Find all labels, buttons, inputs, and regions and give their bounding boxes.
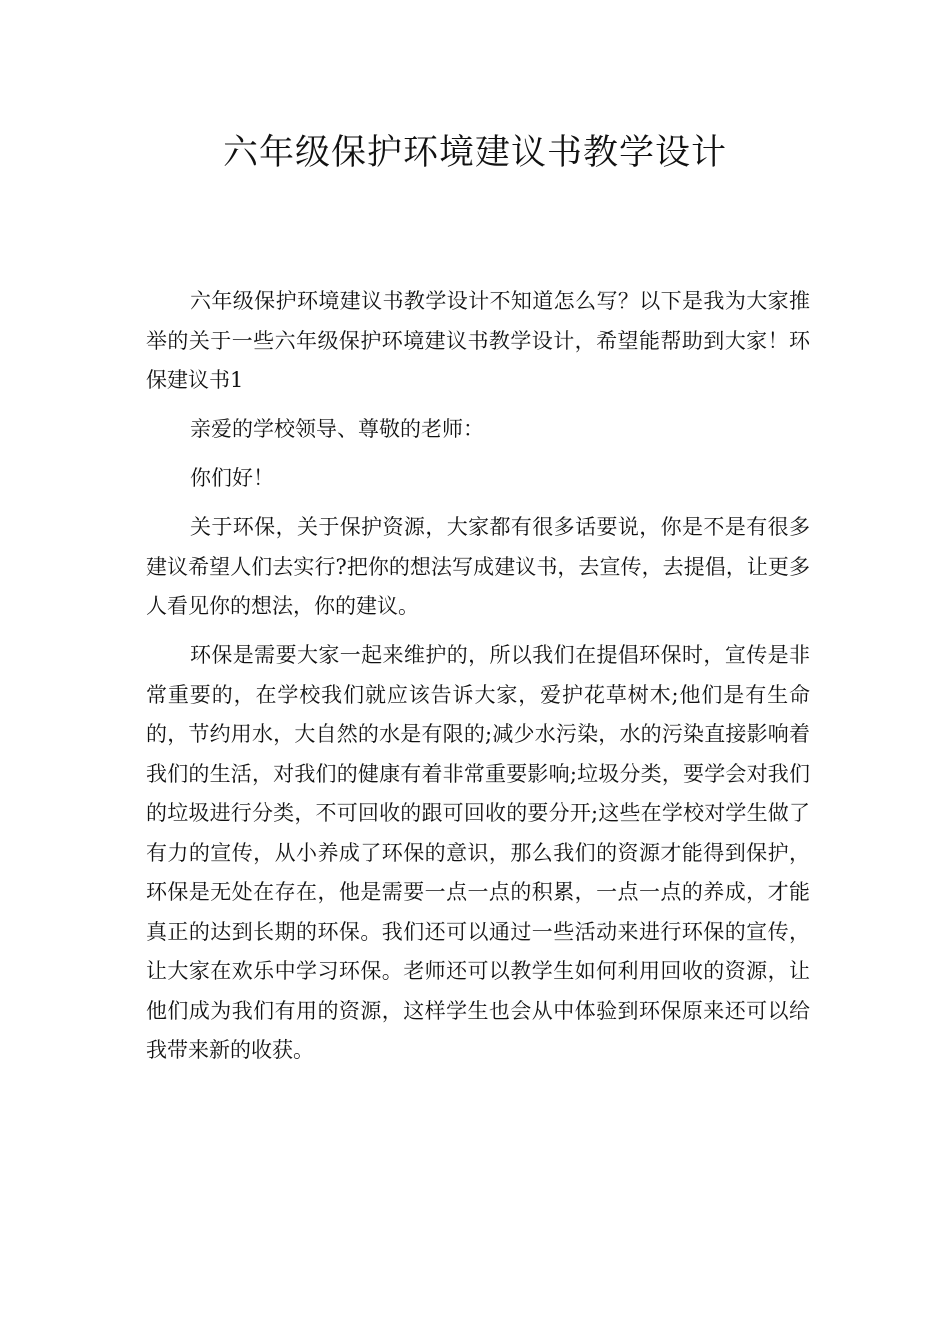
document-title: 六年级保护环境建议书教学设计 bbox=[222, 133, 727, 173]
document-body bbox=[146, 282, 810, 1071]
paragraph-intro: 六年级保护环境建议书教学设计不知道怎么写？以下是我为大家推举的关于一些六年级保护环境建议书教学设计，希望能帮助到大家！环保建议书1 bbox=[146, 289, 810, 392]
paragraph-salutation: 亲爱的学校领导、尊敬的老师： bbox=[190, 417, 484, 441]
paragraph-topic: 关于环保，关于保护资源，大家都有很多话要说，你是不是有很多建议希望人们去实行?把你的想法写成建议书，去宣传，去提倡，让更多人看见你的想法，你的建议。 bbox=[146, 515, 810, 618]
paragraph-main: 环保是需要大家一起来维护的，所以我们在提倡环保时，宣传是非常重要的，在学校我们就应该告诉大家，爱护花草树木;他们是有生命的，节约用水，大自然的水是有限的;减少水污染，水的污染直接影响着我们的生活，对我们的健康有着非常重要影响;垃圾分类，要学会对我们的垃圾进行分类，不可回收的跟可回收的要分开;这些在学校对学生做了有力的宣传，从小养成了环保的意识，那么我们的资源才能得到保护，环保是无处在存在，他是需要一点一点的积累，一点一点的养成，才能真正的达到长期的环保。我们还可以通过一些活动来进行环保的宣传，让大家在欢乐中学习环保。老师还可以教学生如何利用回收的资源，让他们成为我们有用的资源，这样学生也会从中体验到环保原来还可以给我带来新的收获。 bbox=[146, 643, 810, 1062]
paragraph-greeting: 你们好！ bbox=[190, 466, 274, 490]
